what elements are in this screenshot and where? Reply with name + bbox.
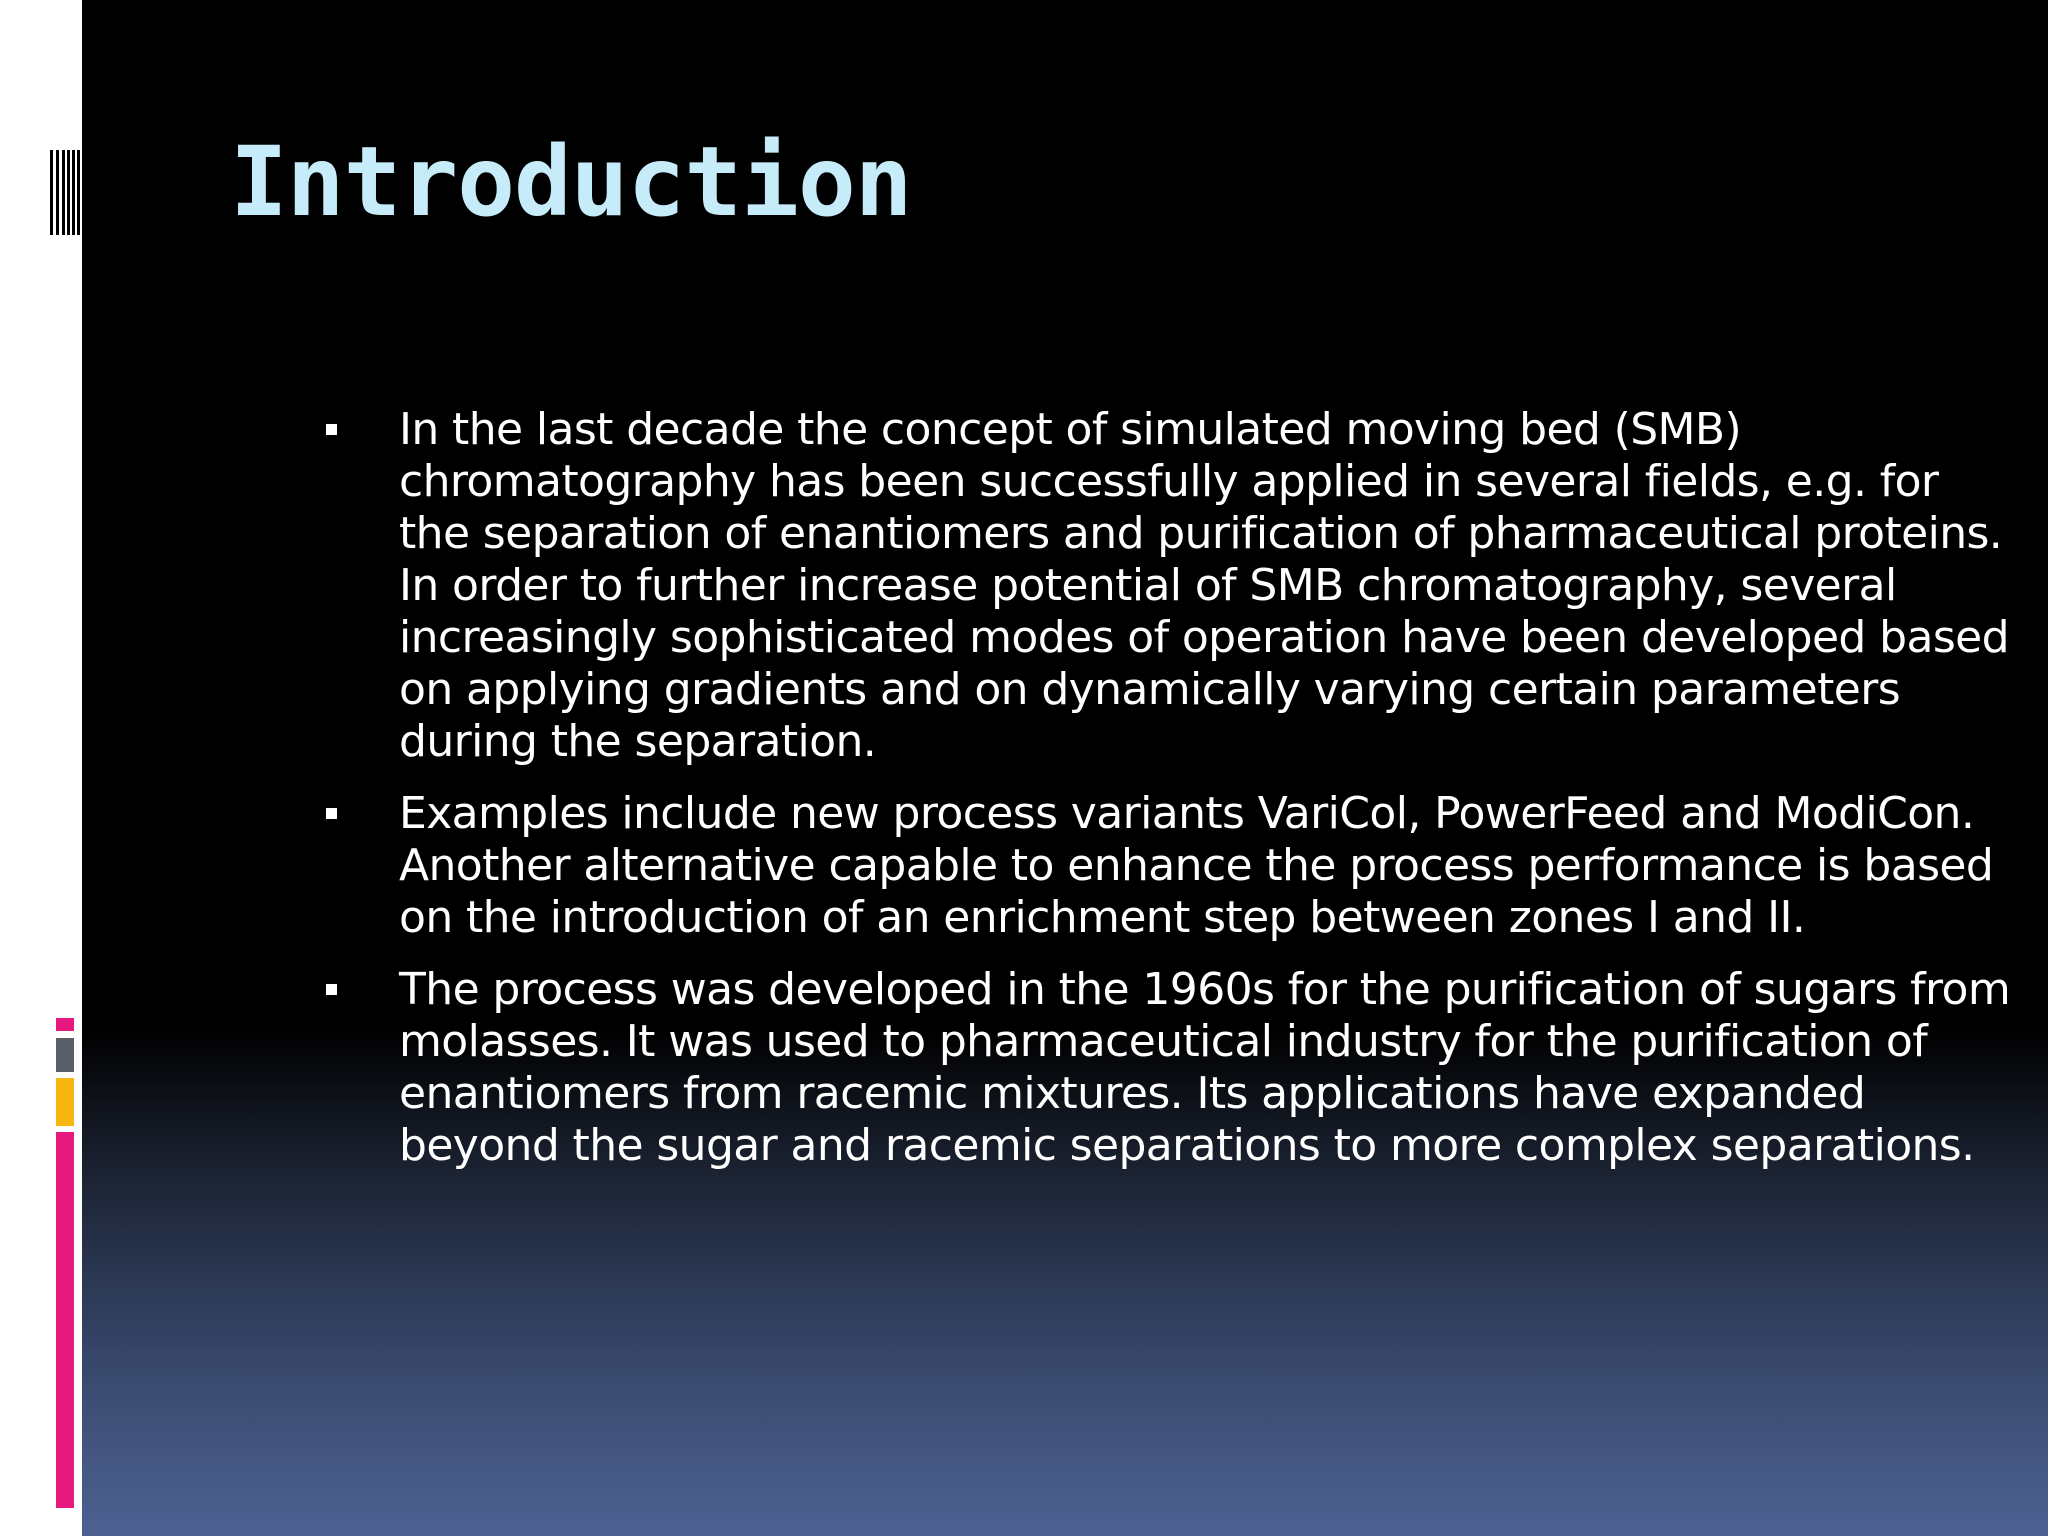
square-bullet-icon bbox=[326, 808, 337, 819]
bullet-item bbox=[232, 788, 2012, 944]
decorative-stripe bbox=[50, 150, 53, 235]
accent-bar-pink-long bbox=[56, 1132, 74, 1508]
square-bullet-icon bbox=[326, 984, 337, 995]
bullet-text: In the last decade the concept of simulated moving bed (SMB) chromatography has been successfully applied in several fields, e.g. for the separation of enantiomers and purification of pharmaceutical proteins. In order to further increase potential of SMB chromatography, several increasingly sophisticated modes of operation have been developed based on applying gradients and on dynamically varying certain parameters during the separation. bbox=[399, 404, 2009, 767]
decorative-stripe bbox=[67, 150, 70, 235]
bullet-text: Examples include new process variants VariCol, PowerFeed and ModiCon. Another alternative capable to enhance the process performance is based on the introduction of an enrichment step between zones I and II. bbox=[399, 788, 1994, 943]
square-bullet-icon bbox=[326, 424, 337, 435]
bullet-item bbox=[232, 404, 2012, 768]
accent-bar-yellow bbox=[56, 1078, 74, 1126]
decorative-stripe bbox=[62, 150, 65, 235]
slide-title: Introduction bbox=[230, 126, 912, 238]
decorative-stripe bbox=[56, 150, 59, 235]
decorative-stripe bbox=[77, 150, 80, 235]
accent-bar-pink-top bbox=[56, 1018, 74, 1031]
slide-content-area bbox=[82, 0, 2048, 1536]
left-margin-strip bbox=[0, 0, 82, 1536]
bullet-list bbox=[232, 404, 2012, 1192]
bullet-item bbox=[232, 964, 2012, 1172]
decorative-stripe bbox=[72, 150, 75, 235]
bullet-text: The process was developed in the 1960s for the purification of sugars from molasses. It was used to pharmaceutical industry for the purification of enantiomers from racemic mixtures. Its applications have expanded beyond the sugar and racemic separations to more complex separations. bbox=[399, 964, 2011, 1171]
accent-bar-gray bbox=[56, 1038, 74, 1072]
